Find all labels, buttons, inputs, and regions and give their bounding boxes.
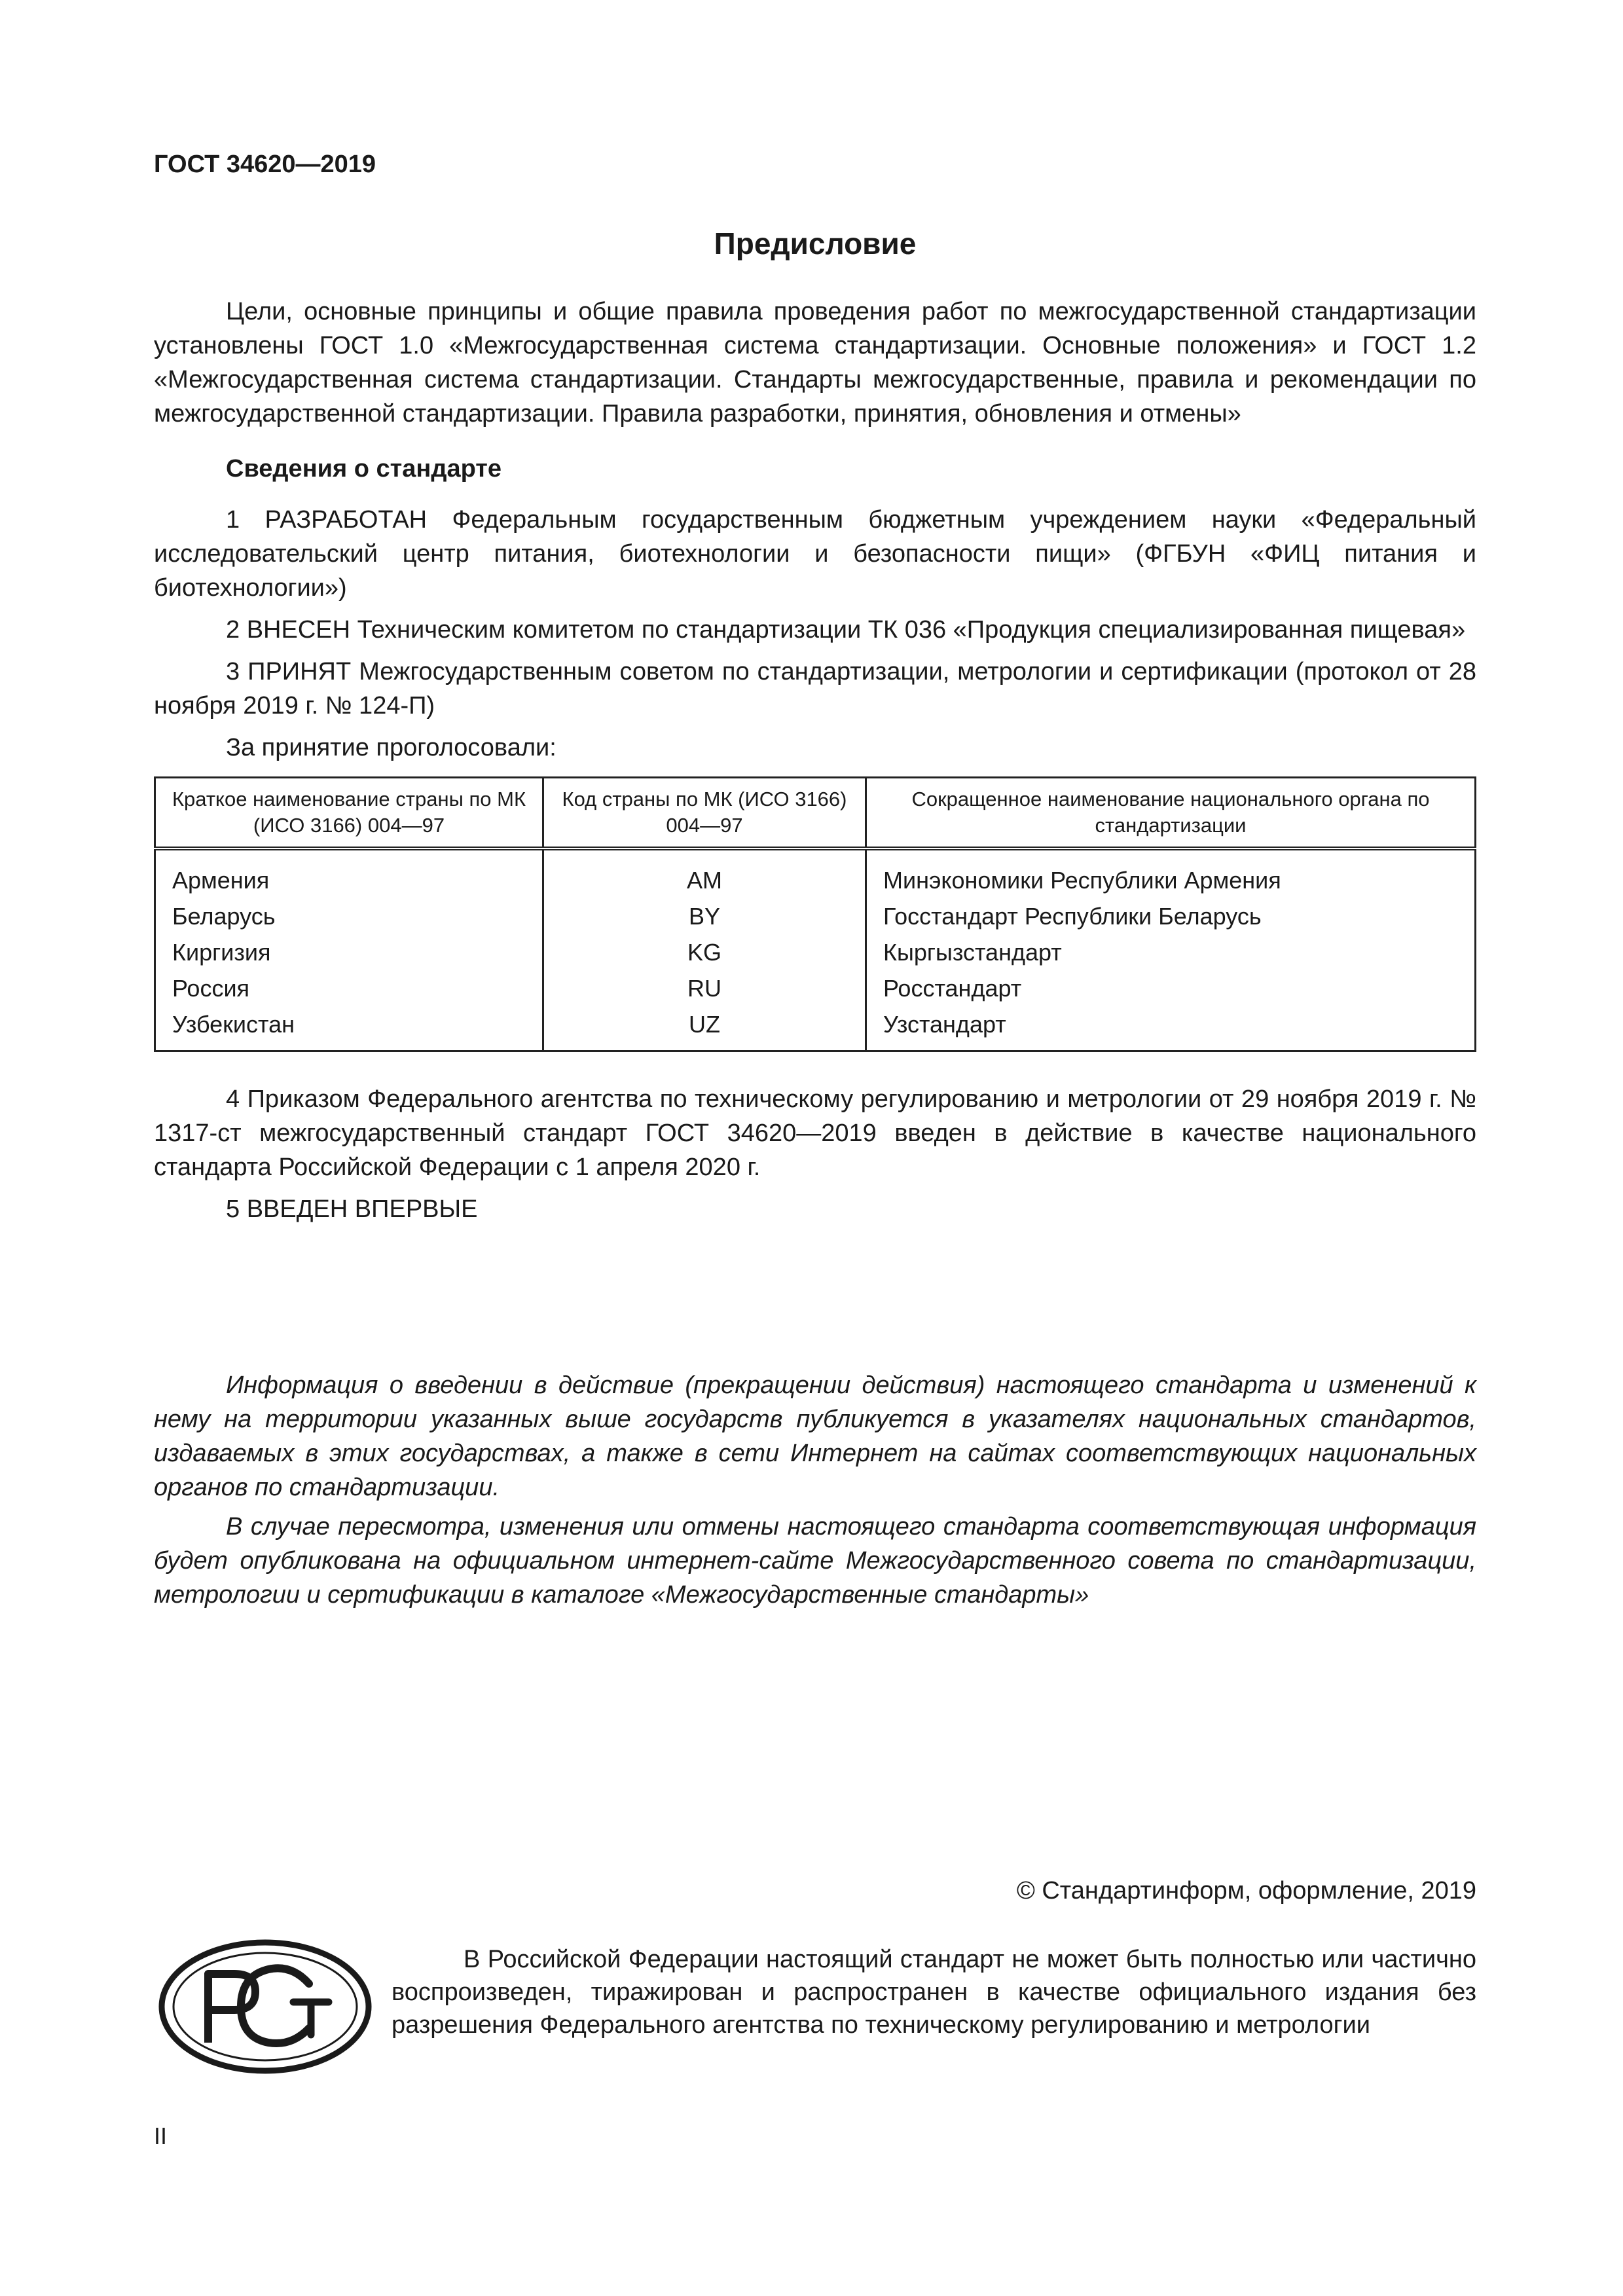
authority-cell: Росстандарт	[866, 970, 1476, 1006]
intro-paragraph: Цели, основные принципы и общие правила проведения работ по межгосударственной стандартизации установлены ГОСТ 1.0 «Межгосударственная система стандартизации. Основные положения» и ГОСТ 1.2 «Межгосударственная система стандартизации. Стандарты межгосударственные, правила и рекомендации по межгосударственной стандартизации. Правила разработки, принятия, обновления и отмены»	[154, 298, 1476, 428]
table-row	[155, 848, 1476, 898]
code-cell: RU	[543, 970, 866, 1006]
foreword-body	[154, 295, 1476, 1234]
rst-certification-mark-icon	[157, 1938, 373, 2075]
reproduction-notice	[392, 1943, 1476, 2041]
country-cell: Беларусь	[155, 898, 543, 934]
authority-cell: Минэкономики Республики Армения	[866, 848, 1476, 898]
page-number: II	[154, 2123, 168, 2149]
code-cell: UZ	[543, 1006, 866, 1051]
page-title: Предисловие	[714, 227, 917, 261]
authority-cell: Узстандарт	[866, 1006, 1476, 1051]
country-cell: Россия	[155, 970, 543, 1006]
code-cell: BY	[543, 898, 866, 934]
table-row	[155, 934, 1476, 970]
document-code: ГОСТ 34620—2019	[154, 151, 376, 178]
voting-states-table	[154, 776, 1476, 1052]
publication-info	[154, 1368, 1476, 1617]
authority-cell: Госстандарт Республики Беларусь	[866, 898, 1476, 934]
info-item-2: 2 ВНЕСЕН Техническим комитетом по стандартизации ТК 036 «Продукция специализированная пищевая»	[226, 616, 1466, 644]
info-item-3: 3 ПРИНЯТ Межгосударственным советом по стандартизации, метрологии и сертификации (протокол от 28 ноября 2019 г. № 124-П)	[154, 658, 1476, 720]
revision-info-paragraph: В случае пересмотра, изменения или отмены настоящего стандарта соответствующая информация будет опубликована на официальном интернет-сайте Межгосударственного совета по стандартизации, метрологии и сертификации в каталоге «Межгосударственные стандарты»	[154, 1513, 1476, 1609]
copyright-line: © Стандартинформ, оформление, 2019	[1016, 1877, 1476, 1904]
code-cell: KG	[543, 934, 866, 970]
publication-info-paragraph: Информация о введении в действие (прекращении действия) настоящего стандарта и изменений к нему на территории указанных выше государств публикуется в указателях национальных стандартов, издаваемых в этих государствах, а также в сети Интернет на сайтах соответствующих национальных органов по стандартизации.	[154, 1372, 1476, 1501]
table-header-code: Код страны по МК (ИСО 3166) 004—97	[543, 778, 866, 849]
info-item-5: 5 ВВЕДЕН ВПЕРВЫЕ	[226, 1195, 478, 1223]
table-row	[155, 970, 1476, 1006]
reproduction-notice-text: В Российской Федерации настоящий стандарт не может быть полностью или частично воспроизведен, тиражирован и распространен в качестве официального издания без разрешения Федерального агентства по техническому регулированию и метрологии	[392, 1946, 1476, 2039]
info-item-4: 4 Приказом Федерального агентства по техническому регулированию и метрологии от 29 ноября 2019 г. № 1317-ст межгосударственный стандарт ГОСТ 34620—2019 введен в действие в качестве национального стандарта Российской Федерации с 1 апреля 2020 г.	[154, 1085, 1476, 1181]
code-cell: AM	[543, 848, 866, 898]
country-cell: Армения	[155, 848, 543, 898]
standard-info-heading: Сведения о стандарте	[226, 455, 502, 483]
table-header-authority: Сокращенное наименование национального органа по стандартизации	[866, 778, 1476, 849]
table-row	[155, 1006, 1476, 1051]
info-item-1: 1 РАЗРАБОТАН Федеральным государственным бюджетным учреждением науки «Федеральный исследовательский центр питания, биотехнологии и безопасности пищи» (ФГБУН «ФИЦ питания и биотехнологии»)	[154, 506, 1476, 602]
table-row	[155, 898, 1476, 934]
country-cell: Узбекистан	[155, 1006, 543, 1051]
vote-label: За принятие проголосовали:	[226, 734, 556, 761]
authority-cell: Кыргызстандарт	[866, 934, 1476, 970]
country-cell: Киргизия	[155, 934, 543, 970]
table-header-country: Краткое наименование страны по МК (ИСО 3166) 004—97	[155, 778, 543, 849]
